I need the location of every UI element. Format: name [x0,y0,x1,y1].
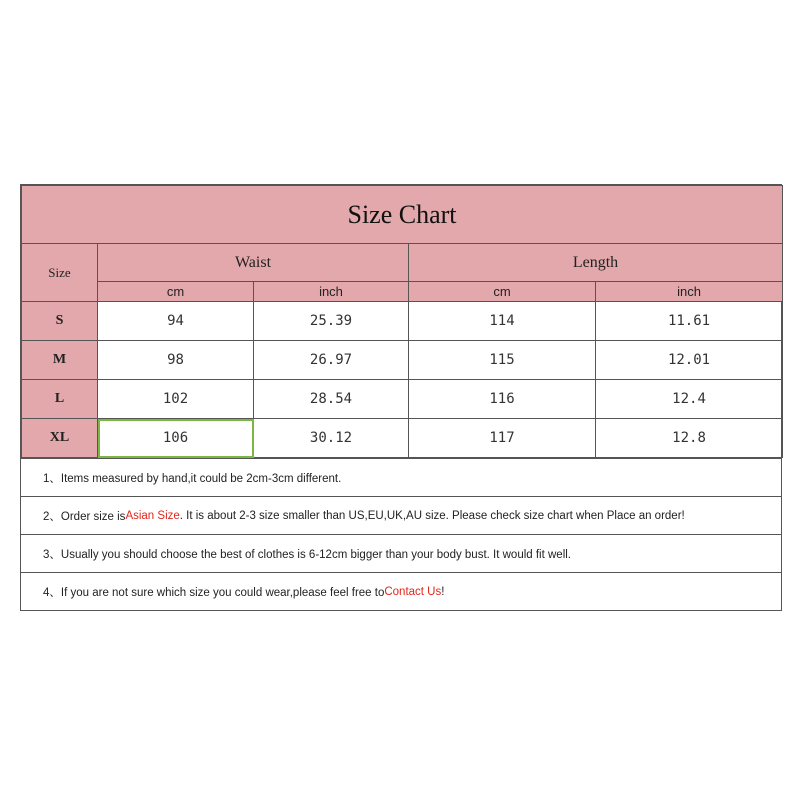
waist-header: Waist [98,244,409,282]
table-row [22,380,783,419]
waist-cm-header: cm [98,282,254,302]
chart-title: Size Chart [22,186,783,244]
note-text: 3、Usually you should choose the best of clothes is 6-12cm bigger than your body bust. It would fit well. [43,548,572,561]
note-item [21,496,781,534]
size-table [21,185,783,458]
length-header: Length [409,244,783,282]
note-item [21,534,781,572]
table-row [22,302,783,341]
waist-cm-cell: 102 [98,380,254,419]
length-inch-cell: 12.4 [596,380,783,419]
size-label: L [22,380,98,419]
asian-size-highlight: Asian Size [125,509,180,522]
size-label: M [22,341,98,380]
note-text: . It is about 2-3 size smaller than US,EU,UK,AU size. Please check size chart when Place an order! [179,509,685,522]
length-cm-cell: 116 [409,380,596,419]
note-text: 4、If you are not sure which size you could wear,please feel free to [43,586,385,599]
size-column-header: Size [22,244,98,302]
table-row [22,341,783,380]
note-text: ! [441,585,445,598]
waist-cm-cell: 94 [98,302,254,341]
length-cm-cell: 117 [409,419,596,458]
note-text: 1、Items measured by hand,it could be 2cm-3cm different. [43,472,342,485]
waist-cm-cell: 98 [98,341,254,380]
waist-inch-cell: 28.54 [254,380,409,419]
contact-us-link[interactable]: Contact Us [384,585,442,598]
size-chart [20,184,782,611]
size-label: S [22,302,98,341]
waist-inch-cell: 30.12 [254,419,409,458]
note-item [21,572,781,610]
length-inch-cell: 12.01 [596,341,783,380]
note-item [21,458,781,496]
size-label: XL [22,419,98,458]
length-inch-cell: 12.8 [596,419,783,458]
notes-list [21,458,781,610]
table-row [22,419,783,458]
waist-inch-cell: 26.97 [254,341,409,380]
waist-inch-header: inch [254,282,409,302]
length-inch-cell: 11.61 [596,302,783,341]
note-text: 2、Order size is [43,510,126,523]
waist-cm-cell-selected[interactable]: 106 [98,419,254,458]
length-cm-cell: 115 [409,341,596,380]
length-cm-cell: 114 [409,302,596,341]
length-inch-header: inch [596,282,783,302]
waist-inch-cell: 25.39 [254,302,409,341]
length-cm-header: cm [409,282,596,302]
